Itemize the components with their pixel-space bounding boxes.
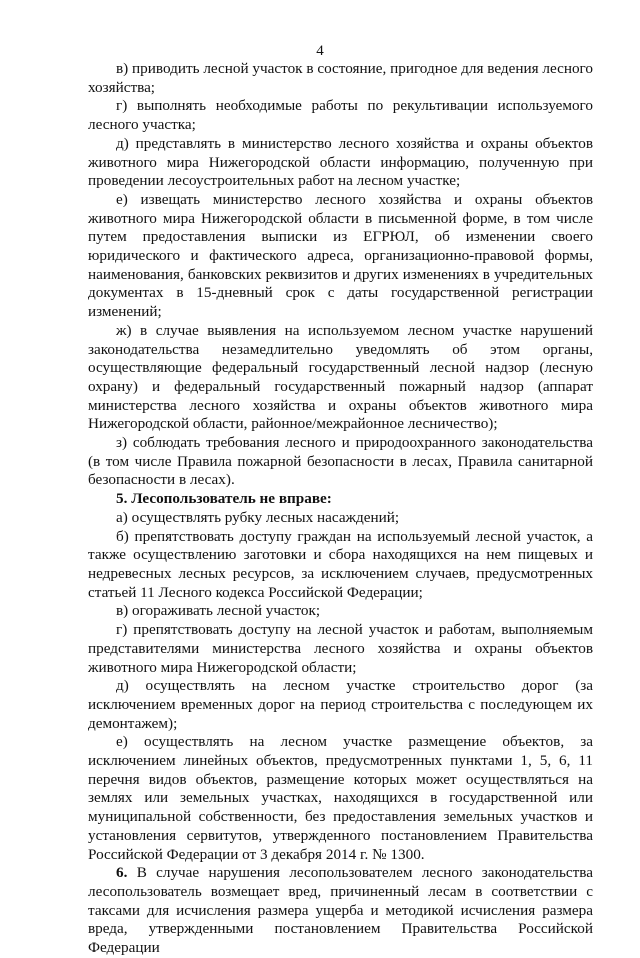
paragraph-3zh: ж) в случае выявления на используемом лесном участке нарушений законодательства незамедлительно уведомлять об этом органы, осуществляющие федеральный государственный лесной надзор (лесную охрану) и федеральный государственный пожарный надзор (аппарат министерства лесного хозяйства и охраны объектов животного мира Нижегородской области, районное/межрайонное лесничество); xyxy=(88,321,593,433)
paragraph-3g: г) выполнять необходимые работы по рекультивации используемого лесного участка; xyxy=(88,97,593,134)
section-6-number: 6. xyxy=(116,864,128,882)
paragraph-3z: з) соблюдать требования лесного и природоохранного законодательства (в том числе Правила пожарной безопасности в лесах, Правила санитарной безопасности в лесах). xyxy=(88,434,593,489)
paragraph-3e: е) извещать министерство лесного хозяйства и охраны объектов животного мира Нижегородской области в письменной форме, в том числе путем предоставления выписки из ЕГРЮЛ, об изменении своего юридического и фактического адреса, организационно-правовой формы, наименования, банковских реквизитов и других изменениях в учредительных документах в 15-дневный срок с даты государственной регистрации изменений; xyxy=(88,190,593,321)
paragraph-6 xyxy=(88,864,593,958)
paragraph-6-text: В случае нарушения лесопользователем лесного законодательства лесопользователь возмещает вред, причиненный лесам в соответствии с таксами для исчисления размера ущерба и методикой исчисления размера вреда, утвержденными постановлением Правительства Российской Федерации xyxy=(88,864,593,957)
paragraph-5d: д) осуществлять на лесном участке строительство дорог (за исключением временных дорог на период строительства с последующем их демонтажем); xyxy=(88,677,593,732)
paragraph-5e: е) осуществлять на лесном участке размещение объектов, за исключением линейных объектов, предусмотренных пунктами 1, 5, 6, 11 перечня видов объектов, размещение которых может осуществляться на землях или земельных участках, находящихся в государственной или муниципальной собственности, без предоставления земельных участков и установления сервитутов, утвержденного постановлением Правительства Российской Федерации от 3 декабря 2014 г. № 1300. xyxy=(88,733,593,863)
section-5-heading: 5. Лесопользователь не вправе: xyxy=(116,490,332,508)
paragraph-5b: б) препятствовать доступу граждан на используемый лесной участок, а также осуществлению заготовки и сбора находящихся на нем пищевых и недревесных лесных ресурсов, за исключением случаев, предусмотренных статьей 11 Лесного кодекса Российской Федерации; xyxy=(88,527,593,601)
paragraph-3v: в) приводить лесной участок в состояние, пригодное для ведения лесного хозяйства; xyxy=(88,60,593,96)
page-number: 4 xyxy=(316,43,324,59)
paragraph-5a: а) осуществлять рубку лесных насаждений; xyxy=(116,508,400,526)
paragraph-5v: в) огораживать лесной участок; xyxy=(116,602,321,620)
document-body xyxy=(88,60,593,958)
paragraph-3d: д) представлять в министерство лесного хозяйства и охраны объектов животного мира Нижегородской области информацию, полученную при проведении лесоустроительных работ на лесном участке; xyxy=(88,134,593,190)
paragraph-5g: г) препятствовать доступу на лесной участок и работам, выполняемым представителями министерства лесного хозяйства и охраны объектов животного мира Нижегородской области; xyxy=(88,621,593,676)
